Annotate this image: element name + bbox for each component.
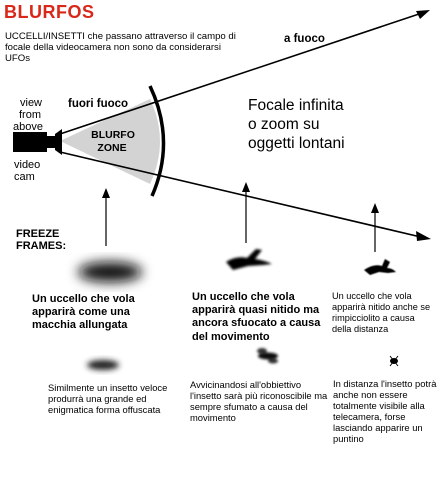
fuori-fuoco-label: fuori fuoco [68,98,129,110]
caption-almost-sharp-bird: Un uccello che vola apparirà quasi nitido ma ancora sfuocato a causa del movimento [192,291,321,343]
focale-infinita-label [248,96,438,153]
bird-almost-sharp-icon [226,249,272,270]
pointer-arrow-almost-sharp [242,182,250,243]
view-from-above-label [13,97,43,133]
svg-text:BLURFO: BLURFO [91,129,135,141]
pointer-arrow-blurred [102,188,110,246]
page-title: BLURFOS [4,2,95,22]
svg-text:from: from [19,109,41,121]
fov-lower-arrowhead [416,231,431,241]
fov-lower-line [60,152,425,238]
bird-blurred-shape [78,262,142,282]
focale-infinita-line-3: oggetti lontani [248,135,345,153]
focale-infinita-line-1: Focale infinita [248,97,344,114]
focale-infinita-line-2: o zoom su [248,116,320,134]
footnote-insect-closer: Avvicinandosi all'obbiettivo l'insetto sarà più riconoscibile ma sempre sfumato a causa del movimento [190,379,328,423]
svg-text:FREEZE: FREEZE [16,228,60,240]
fov-upper-arrowhead [416,10,430,19]
video-cam-label [14,159,40,183]
svg-text:video: video [14,159,41,171]
caption-blurred-bird: Un uccello che vola apparirà come una macchia allungata [32,293,135,332]
svg-text:above: above [13,121,43,133]
a-fuoco-label: a fuoco [284,33,325,45]
caption-sharp-small-bird: Un uccello che vola apparirà nitido anche se rimpicciolito a causa della distanza [332,291,431,334]
footnote-insect-distant: In distanza l'insetto potrà anche non essere totalmente visibile alla telecamera, forse lasciando apparire un puntino [333,378,437,444]
svg-text:FRAMES:: FRAMES: [16,240,67,252]
intro-text: UCCELLI/INSETTI che passano attraverso il campo di focale della videocamera non sono da considerarsi UFOs [5,31,236,65]
svg-text:cam: cam [14,171,35,183]
freeze-frames-label [16,228,66,252]
svg-text:view: view [20,97,43,109]
insect-distant-icon [390,356,398,366]
insect-closer-icon [257,348,278,364]
insect-blurred-shape [87,360,119,370]
bird-sharp-small-icon [364,259,396,275]
svg-text:ZONE: ZONE [97,142,127,154]
footnote-insect-blurred: Similmente un insetto veloce produrrà una grande ed enigmatica forma offuscata [48,382,168,415]
